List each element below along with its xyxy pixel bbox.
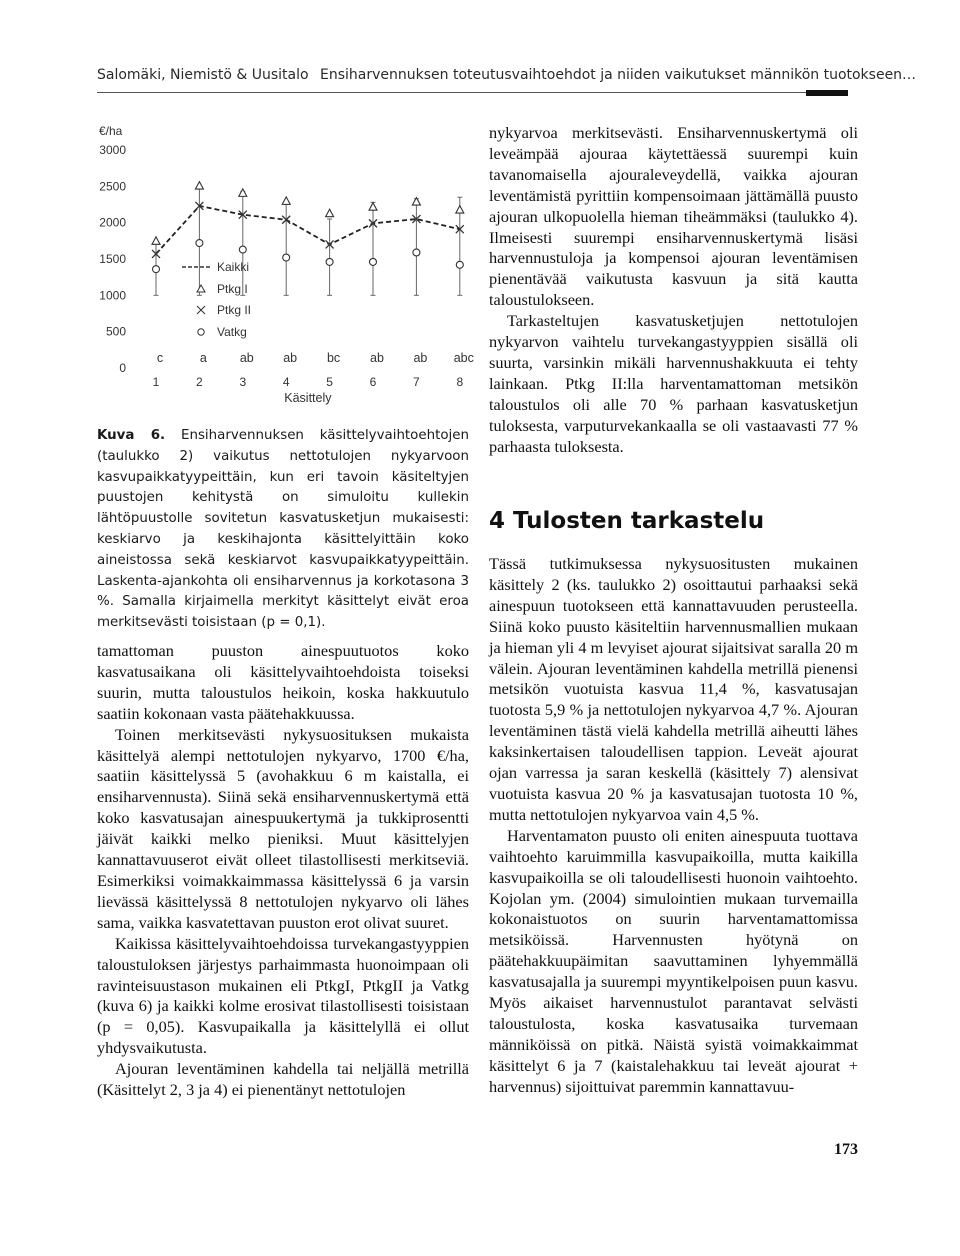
caption-text: Ensiharvennuksen käsittelyvaihtoehtojen (taulukko 2) vaikutus nettotulojen nykyarvoon kasvupaikkatyypeittäin, kun eri tavoin käsiteltyjen puustojen kehitystä on simuloitu kullekin lähtöpuustolle sovitetun kasvatusketjun mukaisesti: keskiarvo ja keskihajonta käsittelyittäin koko aineistossa sekä keskiarvot kasvupaikkatyypeittäin. Laskenta-ajankohta oli ensiharvennus ja korkotasona 3 %. Samalla kirjaimella merkityt käsittelyt eivät eroa merkitsevästi toisistaan (p = 0,1). [97,428,469,631]
legend-swatch-ptkg-ii [197,306,205,314]
point-ptkg-i [282,197,290,205]
point-ptkg-i [456,206,464,214]
x-tick-label: 2 [196,375,203,389]
y-tick-label: 0 [119,361,126,375]
y-tick-label: 3000 [99,143,126,157]
figure-caption [97,426,469,634]
y-tick-label: 2000 [99,215,126,230]
left-paragraph: Ajouran leventäminen kahdella tai neljällä metrillä (Käsittelyt 2, 3 ja 4) ei pienentänyt nettotulojen [97,1059,469,1100]
x-tick-label: 7 [413,375,420,389]
point-vatkg [413,249,420,256]
running-header-authors: Salomäki, Niemistö & Uusitalo [97,67,309,83]
significance-letter: ab [239,351,254,365]
significance-letter: c [156,351,164,365]
point-ptkg-i [412,198,420,206]
significance-letter: abc [453,351,474,365]
figure-6-chart [97,118,477,418]
x-tick-label: 4 [282,375,290,389]
x-tick-label: 6 [369,375,377,389]
y-tick-label: 2500 [99,179,126,194]
point-vatkg [326,258,333,265]
x-tick-label: 1 [152,375,160,389]
point-vatkg [456,261,463,268]
header-rule [97,92,848,93]
right-paragraph: Harventamaton puusto oli eniten ainespuuta tuottava vaihtoehto karuimmilla kasvupaikoilla, mutta kaikilla kasvupaikoilla se oli taloudellisesti huonoin vaihtoehto. Kojolan ym. (2004) simulointien mukaan turvemailla kokonaistuotos on suurin harventamattomissa metsiköissä. Harvennusten hyötynä on päätehakkuupäimitan saavuttaminen lyhyemmällä kasvatusajalla ja suurempi myyntikelpoisen puun kasvu. Myös aikaiset harvennustulot parantavat selvästi taloustulosta, koska kasvatusaika turvemaan männiköissä on pitkä. Näistä syistä voimakkaimmat käsittelyt 6 ja 7 (kaistalehakkuu tai leveät ajourat + harvennus) sijoittuivat paremmin kannattavuu- [489,825,858,1096]
legend-label: Ptkg I [217,282,248,296]
significance-letter: ab [283,351,298,365]
y-tick-label: 1500 [99,252,126,266]
y-tick-label: 1000 [99,288,126,303]
right-column-top [489,123,858,458]
page-number: 173 [834,1141,858,1158]
point-ptkg-i [152,237,160,245]
legend-label: Kaikki [217,260,250,274]
significance-letter: ab [370,351,384,365]
point-ptkg-i [239,189,247,197]
point-vatkg [370,258,377,265]
legend-label: Vatkg [217,325,247,339]
right-column-bottom [489,554,858,1098]
legend-swatch-vatkg [198,329,204,335]
point-ptkg-i [195,182,203,190]
caption-label: Kuva 6. [97,428,166,443]
x-tick-label: 8 [456,375,464,389]
header-bar [806,90,848,96]
running-header-title: Ensiharvennuksen toteutusvaihtoehdot ja niiden vaikutukset männikön tuotokseen… [320,67,917,83]
significance-letter: a [199,351,207,365]
point-vatkg [196,240,203,247]
x-axis-label: Käsittely [284,391,332,405]
y-axis-label: €/ha [99,124,123,138]
point-vatkg [239,246,246,253]
point-vatkg [153,266,160,273]
x-tick-label: 5 [326,375,333,389]
point-vatkg [283,254,290,261]
left-column [97,641,469,1101]
right-paragraph: nykyarvoa merkitsevästi. Ensiharvennuskertymä oli leveämpää ajouraa käytettäessä suurempi kuin tavanomaisella ajouraleveydellä, vaikka ajouran leventämistä pyrittiin kompensoimaan jättämällä puusto ajouran ulkopuolella hieman tiheämmäksi (taulukko 4). Ilmeisesti suurempi ensiharvennuskertymä lisäsi harvennustuloja ja kompensoi ajouran leventämisen pienentävää vaikutusta kasvuun ja sitä kautta taloustulokseen. [489,123,858,310]
point-ptkg-i [326,209,334,217]
legend-swatch-ptkg-i [197,285,205,292]
x-tick-label: 3 [239,375,247,389]
left-paragraph: tamattoman puuston ainespuutuotos koko kasvatusaikana oli käsittelyvaihtoehdoista toiseksi suurin, mutta taloustulos heikoin, koska hakkuutulo saatiin kokonaan vasta päätehakkuussa. [97,641,469,723]
left-paragraph: Kaikissa käsittelyvaihtoehdoissa turvekangastyyppien taloustuloksen järjestys parhaimmasta huonoimpaan oli ravinteisuustason mukainen eli PtkgI, PtkgII ja Vatkg (kuva 6) ja kaikki kolme erosivat tilastollisesti toisistaan (p = 0,05). Kasvupaikalla ja käsittelyllä ei ollut yhdysvaikutusta. [97,933,469,1058]
right-paragraph: Tarkasteltujen kasvatusketjujen nettotulojen nykyarvon vaihtelu turvekangastyyppien sisällä oli suurta, varsinkin mikäli harvennushakkuuta ei tehty lainkaan. Ptkg II:lla harventamattoman metsikön taloustulos oli alle 70 % parhaan kasvatusketjun tuloksesta, varputurvekankaalla se oli vastaavasti 77 % parhaasta tuloksesta. [489,311,858,456]
significance-letter: bc [326,351,341,365]
series-line-kaikki [156,206,460,254]
point-ptkg-i [369,203,377,211]
left-paragraph: Toinen merkitsevästi nykysuosituksen mukaista käsittelyä alempi nettotulojen nykyarvo, 1700 €/ha, saatiin käsittelyssä 5 (avohakkuu 6 m kaistalla, ei ensiharvennusta). Siinä sekä ensiharvennuskertymä että koko kasvatusajan ainespuukertymä ja tukkiprosentti jäivät kaikki melko pieniksi. Muut käsittelyjen kannattavuuserot eivät olleet tilastollisesti merkitseviä. Esimerkiksi voimakkaimmassa käsittelyssä 6 ja varsin lievässä käsittelyssä 8 nettotulojen nykyarvo oli lähes sama, vaikka kasvatettavan puuston erot olivat suuret. [97,724,469,932]
significance-letter: ab [413,351,428,365]
legend-label: Ptkg II [217,303,252,317]
y-tick-label: 500 [105,324,126,339]
section-heading: 4 Tulosten tarkastelu [489,508,765,534]
right-paragraph: Tässä tutkimuksessa nykysuositusten mukainen käsittely 2 (ks. taulukko 2) osoittautui parhaaksi sekä ainespuun tuotokseen että kannattavuuden perusteella. Siinä koko puusto käsiteltiin harvennusmallien mukaan ja hieman yli 4 m levyiset ajourat sijaitsivat saralla 20 m välein. Ajouran leventäminen kahdella metrillä pienensi metsikön vuotuista kasvua 11,4 %, kasvatusajan tuotosta 5,9 % ja nettotulojen nykyarvoa 4,7 %. Ajouran leventäminen tästä vielä kahdella metrillä aiheutti lähes kaksinkertaisen taloudellisen tappion. Leveät ajourat ojan varressa ja saran keskellä (käsittely 7) alensivat vuotuista kasvua 20 % ja kasvatusajan tuotosta 10 %, mutta nettotulojen nykyarvoa vain 4,5 %. [489,554,858,824]
